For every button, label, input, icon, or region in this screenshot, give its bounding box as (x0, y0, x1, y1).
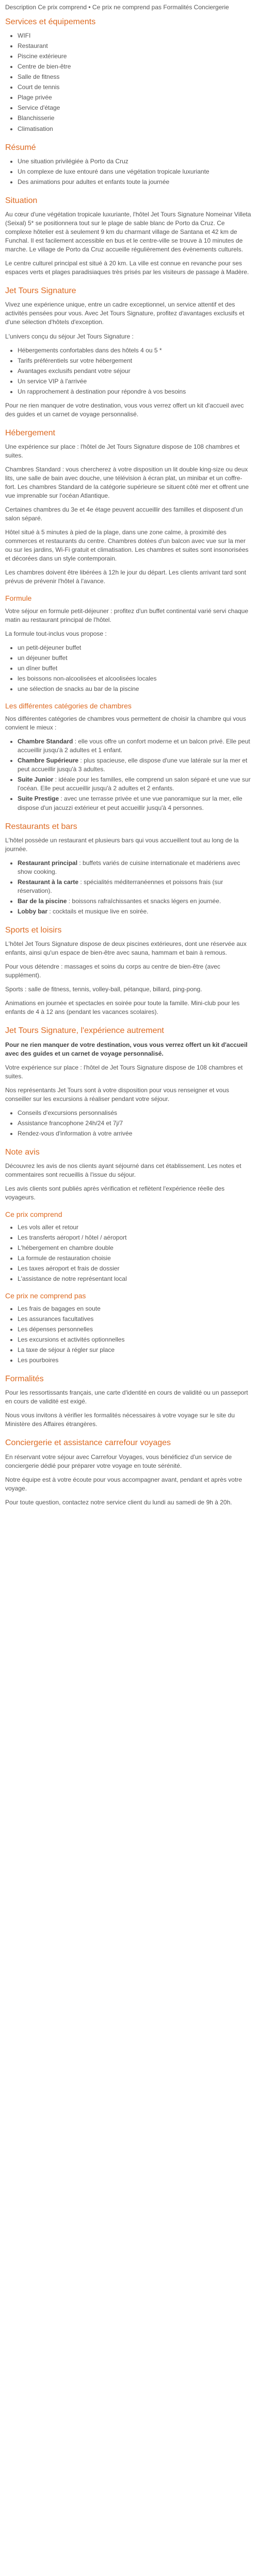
accommodation-title: Hébergement (5, 428, 55, 437)
list-item: • Court de tennis (18, 83, 253, 92)
list-item: • Tarifs préférentiels sur votre hébergement (18, 357, 253, 365)
list-item: • Suite Junior : idéale pour les familles, elle comprend un salon séparé et une vue sur l'océan. Elle peut accueillir jusqu'à 2 adultes et 2 enfants. (18, 775, 253, 793)
list-item: • Bar de la piscine : boissons rafraîchissantes et snacks légers en journée. (18, 897, 253, 906)
list-item: • Lobby bar : cocktails et musique live en soirée. (18, 907, 253, 916)
room-name: Suite Junior (18, 776, 54, 784)
list-item: • Les assurances facultatives (18, 1315, 253, 1324)
reviews-title: Note avis (5, 1147, 40, 1157)
list-item: • Salle de fitness (18, 73, 253, 81)
list-item: • WIFI (18, 31, 253, 40)
venue-desc: spécialités méditerranéennes et poissons frais (sur réservation). (18, 878, 223, 894)
restaurants-list (5, 859, 253, 916)
accommodation-paragraph: Les chambres doivent être libérées à 12h le jour du départ. Les clients arrivant tard sont prévus de prévenir l'hôtel à l'avance. (5, 569, 246, 585)
list-item: • Restaurant à la carte : spécialités méditerranéennes et poissons frais (sur réservation). (18, 878, 253, 895)
list-item: • La taxe de séjour à régler sur place (18, 1346, 253, 1354)
signature-experience-paragraph: Votre expérience sur place : l'hôtel de Jet Tours Signature dispose de 108 chambres et suites. (5, 1063, 243, 1080)
list-item: • Rendez-vous d'information à votre arrivée (18, 1129, 253, 1138)
list-item: • un déjeuner buffet (18, 654, 253, 663)
accommodation-paragraph: Chambres Standard : vous chercherez à votre disposition un lit double king-size ou deux lits, une salle de bain avec douche, une télévision à écran plat, un minibar et un coffre-fort. Les chambres Standard de la catégorie supérieure se situent côté mer et offrent une vue imprenable sur l'océan Atlantique. (5, 466, 249, 500)
list-item: • L'hébergement en chambre double (18, 1244, 253, 1252)
list-item: • Hébergements confortables dans des hôtels 4 ou 5 * (18, 346, 253, 355)
list-item: • Restaurant (18, 42, 253, 50)
signature-list (5, 346, 253, 396)
signature-paragraph: L'univers conçu du séjour Jet Tours Signature : (5, 332, 134, 340)
list-item: • Blanchisserie (18, 114, 253, 123)
signature-experience-lead: Pour ne rien manquer de votre destination, vous vous verrez offert un kit d'accueil avec des guides et un carnet de voyage personnalisé. (5, 1041, 248, 1057)
board-paragraph: La formule tout-inclus vous propose : (5, 630, 107, 638)
summary-list (5, 157, 253, 187)
restaurants-title: Restaurants et bars (5, 822, 77, 831)
concierge-paragraph: Notre équipe est à votre écoute pour vous accompagner avant, pendant et après votre voyage. (5, 1476, 242, 1492)
room-categories-list (5, 737, 253, 812)
board-title: Formule (5, 594, 32, 603)
price-includes-title: Ce prix comprend (5, 1210, 62, 1219)
list-item: • Avantages exclusifs pendant votre séjour (18, 367, 253, 376)
intro-text: Description Ce prix comprend • Ce prix ne comprend pas Formalités Conciergerie (5, 4, 229, 11)
list-item: • Centre de bien-être (18, 62, 253, 71)
signature-paragraph: Pour ne rien manquer de votre destination, vous vous verrez offert un kit d'accueil avec des guides et un carnet de voyage personnalisé. (5, 401, 244, 418)
list-item: • Des animations pour adultes et enfants toute la journée (18, 178, 253, 187)
venue-desc: buffets variés de cuisine internationale et madériens avec show cooking. (18, 859, 240, 875)
signature-experience-paragraph: Nos représentants Jet Tours sont à votre disposition pour vous renseigner et vous conseiller sur les excursions à réaliser pendant votre séjour. (5, 1086, 230, 1103)
list-item: • Plage privée (18, 93, 253, 102)
signature-paragraph: Vivez une expérience unique, entre un cadre exceptionnel, un service attentif et des activités pensées pour vous. Avec Jet Tours Signature, profitez d'avantages exclusifs et d'une sélection d'hôtels d'exception. (5, 301, 245, 326)
concierge-paragraph: Pour toute question, contactez notre service client du lundi au samedi de 9h à 20h. (5, 1498, 232, 1506)
sports-paragraph: Animations en journée et spectacles en soirée pour toute la famille. Mini-club pour les enfants de 4 à 12 ans (pendant les vacances scolaires). (5, 999, 240, 1016)
concierge-title: Conciergerie et assistance carrefour voyages (5, 1438, 171, 1448)
list-item: • Les dépenses personnelles (18, 1325, 253, 1334)
services-title: Services et équipements (5, 18, 96, 27)
accommodation-paragraph: Hôtel situé à 5 minutes à pied de la plage, dans une zone calme, à proximité des commerces et restaurants du centre. Chambres dotées d'un balcon avec vue sur la mer ou sur les jardins, Wi-Fi gratuit et climatisation. Les chambres et suites sont insonorisées et décorées dans un style contemporain. (5, 529, 249, 563)
list-item: • Un complexe de luxe entouré dans une végétation tropicale luxuriante (18, 167, 253, 176)
reviews-paragraph: Les avis clients sont publiés après vérification et reflètent l'expérience réelle des voyageurs. (5, 1185, 225, 1201)
price-includes-list (5, 1223, 253, 1283)
room-desc: plus spacieuse, elle dispose d'une vue latérale sur la mer et peut accueillir jusqu'à 3 adultes. (18, 757, 248, 773)
list-item: • les boissons non-alcoolisées et alcoolisées locales (18, 674, 253, 683)
price-excludes-title: Ce prix ne comprend pas (5, 1292, 86, 1300)
list-item: • Les taxes aéroport et frais de dossier (18, 1264, 253, 1273)
room-desc: avec une terrasse privée et une vue panoramique sur la mer, elle dispose d'un jacuzzi extérieur et peut accueillir jusqu'à 4 personnes. (18, 795, 243, 811)
room-desc: idéale pour les familles, elle comprend un salon séparé et une vue sur l'océan. Elle peut accueillir jusqu'à 2 adultes et 2 enfants. (18, 776, 251, 792)
situation-title: Situation (5, 196, 38, 205)
room-categories-title: Les différentes catégories de chambres (5, 702, 132, 710)
situation-paragraph: Le centre culturel principal est situé à 20 km. La ville est connue en revanche pour ses espaces verts et plages paradisiaques très prisés par les visiteurs de passage à Madère. (5, 260, 249, 276)
accommodation-paragraph: Certaines chambres du 3e et 4e étage peuvent accueillir des familles et disposent d'un salon séparé. (5, 506, 243, 522)
accommodation-paragraph: Une expérience sur place : l'hôtel de Jet Tours Signature dispose de 108 chambres et suites. (5, 443, 240, 459)
list-item: • La formule de restauration choisie (18, 1254, 253, 1263)
reviews-paragraph: Découvrez les avis de nos clients ayant séjourné dans cet établissement. Les notes et commentaires sont recueillis à l'issue du séjour. (5, 1162, 241, 1179)
situation-paragraph: Au cœur d'une végétation tropicale luxuriante, l'hôtel Jet Tours Signature Nomeinar Villeta (Seixal) 5* se positionnera tout sur le plage de sable blanc de Porto da Cruz. Ce complexe hôtelier est à seulement 9 km du charmant village de Santana et 42 km de Funchal. Il est facilement accessible en bus et le centre-ville se trouve à 10 minutes de marche. Le village de Porto da Cruz accueille régulièrement des évènements culturels. (5, 211, 251, 253)
list-item: • Les frais de bagages en soute (18, 1304, 253, 1313)
list-item: • Les vols aller et retour (18, 1223, 253, 1232)
signature-title: Jet Tours Signature (5, 286, 76, 296)
list-item: • Piscine extérieure (18, 52, 253, 61)
venue-name: Bar de la piscine (18, 897, 67, 905)
list-item: • Assistance francophone 24h/24 et 7j/7 (18, 1119, 253, 1128)
list-item: • un dîner buffet (18, 664, 253, 673)
list-item: • Un service VIP à l'arrivée (18, 377, 253, 386)
room-desc: elle vous offre un confort moderne et un balcon privé. Elle peut accueillir jusqu'à 2 adultes et 1 enfant. (18, 738, 250, 754)
formalities-title: Formalités (5, 1375, 44, 1384)
list-item: • Les transferts aéroport / hôtel / aéroport (18, 1233, 253, 1242)
list-item: • Chambre Supérieure : plus spacieuse, elle dispose d'une vue latérale sur la mer et peut accueillir jusqu'à 3 adultes. (18, 756, 253, 774)
list-item: • une sélection de snacks au bar de la piscine (18, 685, 253, 693)
list-item: • Un rapprochement à destination pour répondre à vos besoins (18, 387, 253, 396)
concierge-paragraph: En réservant votre séjour avec Carrefour Voyages, vous bénéficiez d'un service de conciergerie dédié pour préparer votre voyage en toute sérénité. (5, 1453, 232, 1469)
list-item: • un petit-déjeuner buffet (18, 643, 253, 652)
summary-title: Résumé (5, 143, 36, 152)
venue-desc: boissons rafraîchissantes et snacks légers en journée. (72, 897, 221, 905)
signature-experience-title: Jet Tours Signature, l'expérience autrement (5, 1026, 164, 1036)
price-excludes-list (5, 1304, 253, 1365)
sports-paragraph: Pour vous détendre : massages et soins du corps au centre de bien-être (avec supplément). (5, 963, 220, 979)
room-name: Suite Prestige (18, 795, 59, 803)
list-item: • Conseils d'excursions personnalisés (18, 1109, 253, 1117)
list-item: • Une situation privilégiée à Porto da Cruz (18, 157, 253, 166)
list-item: • Restaurant principal : buffets variés de cuisine internationale et madériens avec show cooking. (18, 859, 253, 876)
venue-name: Restaurant à la carte (18, 878, 79, 886)
venue-name: Restaurant principal (18, 859, 78, 867)
list-item: • Service d'étage (18, 104, 253, 112)
list-item: • L'assistance de notre représentant local (18, 1275, 253, 1283)
list-item: • Chambre Standard : elle vous offre un confort moderne et un balcon privé. Elle peut accueillir jusqu'à 2 adultes et 1 enfant. (18, 737, 253, 755)
list-item: • Climatisation (18, 125, 253, 133)
formalities-paragraph: Pour les ressortissants français, une carte d'identité en cours de validité ou un passeport en cours de validité est exigé. (5, 1389, 248, 1405)
restaurants-paragraph: L'hôtel possède un restaurant et plusieurs bars qui vous accueillent tout au long de la journée. (5, 836, 239, 853)
board-list (5, 643, 253, 693)
room-name: Chambre Standard (18, 738, 73, 745)
list-item: • Suite Prestige : avec une terrasse privée et une vue panoramique sur la mer, elle dispose d'un jacuzzi extérieur et peut accueillir jusqu'à 4 personnes. (18, 794, 253, 812)
sports-paragraph: Sports : salle de fitness, tennis, volley-ball, pétanque, billard, ping-pong. (5, 986, 202, 993)
sports-paragraph: L'hôtel Jet Tours Signature dispose de deux piscines extérieures, dont une réservée aux enfants, ainsi qu'un espace de bien-être avec sauna, hammam et bain à remous. (5, 940, 247, 957)
sports-title: Sports et loisirs (5, 925, 62, 935)
formalities-paragraph: Nous vous invitons à vérifier les formalités nécessaires à votre voyage sur le site du Ministère des Affaires étrangères. (5, 1412, 235, 1428)
signature-experience-list (5, 1109, 253, 1138)
signature-experience-paragraph (5, 1041, 253, 1058)
room-name: Chambre Supérieure (18, 757, 79, 765)
list-item: • Les excursions et activités optionnelles (18, 1335, 253, 1344)
venue-name: Lobby bar (18, 907, 48, 915)
board-paragraph: Votre séjour en formule petit-déjeuner : profitez d'un buffet continental varié servi chaque matin au restaurant principal de l'hôtel. (5, 607, 249, 624)
services-list (5, 31, 253, 133)
venue-desc: cocktails et musique live en soirée. (53, 907, 149, 915)
list-item: • Les pourboires (18, 1356, 253, 1365)
room-categories-paragraph: Nos différentes catégories de chambres vous permettent de choisir la chambre qui vous convient le mieux : (5, 715, 246, 732)
